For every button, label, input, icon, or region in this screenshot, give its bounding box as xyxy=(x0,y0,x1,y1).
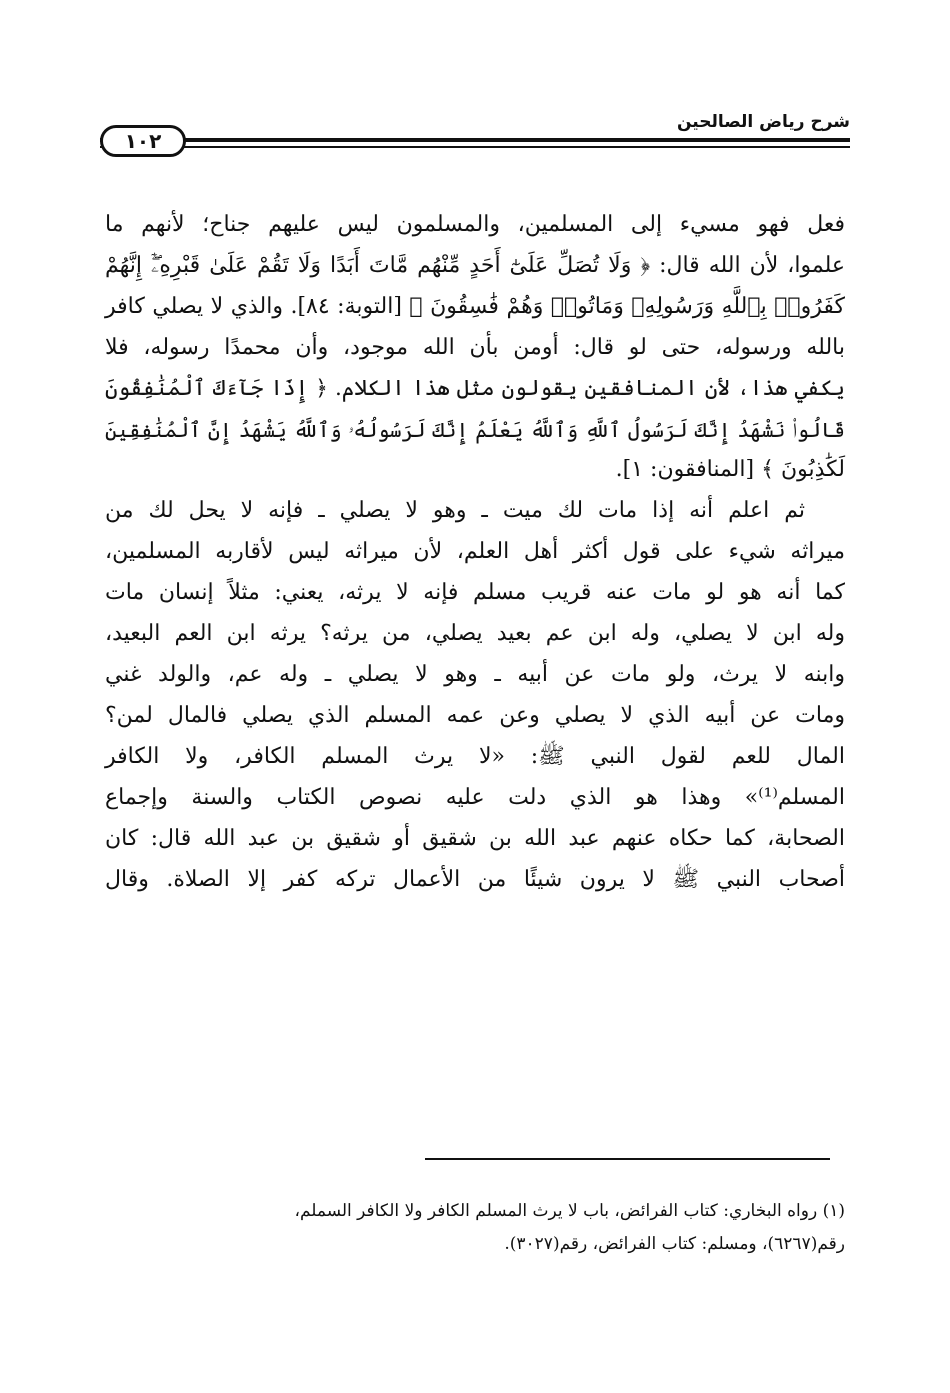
header-rule-thin xyxy=(100,146,850,148)
text-line: ومات عن أبيه الذي لا يصلي وعن عمه المسلم الذي يصلي فالمال لمن؟ xyxy=(105,702,845,728)
text-line: يكفي هذا، لأن المنافقين يقولون مثل هذا الكلام. ﴿ إِذَا جَآءَكَ ٱلْمُنَٰفِقُونَ xyxy=(105,375,845,401)
text-line: كَفَرُوا۟ بِٱللَّهِ وَرَسُولِهِۦ وَمَاتُوا۟ وَهُمْ فَٰسِقُونَ ﴾ [التوبة: ٨٤]. والذي لا يصلي كافر xyxy=(105,293,845,319)
text-line: ثم اعلم أنه إذا مات لك ميت ـ وهو لا يصلي ـ فإنه لا يحل لك من xyxy=(105,498,805,524)
text-line: وله ابن لا يصلي، وله ابن عم بعيد يصلي، من يرثه؟ يرثه ابن العم البعيد، xyxy=(105,621,845,647)
text-line: وابنه لا يرث، ولو مات عن أبيه ـ وهو لا يصلي ـ وله عم، والولد غني xyxy=(105,661,845,687)
text-line: أصحاب النبي ﷺ لا يرون شيئًا من الأعمال تركه كفر إلا الصلاة. وقال xyxy=(105,866,845,892)
footnote-line: رقم(٦٢٦٧)، ومسلم: كتاب الفرائض، رقم(٣٠٢٧). xyxy=(504,1234,845,1254)
text-line: كما أنه هو لو مات عنه قريب مسلم فإنه لا يرثه، يعني: مثلاً إنسان مات xyxy=(105,580,845,606)
text-line: بالله ورسوله، حتى لو قال: أومن بأن الله موجود، وأن محمدًا رسوله، فلا xyxy=(105,334,845,360)
text-line: المسلم⁽¹⁾» وهذا هو الذي دلت عليه نصوص الكتاب والسنة وإجماع xyxy=(105,784,845,810)
header-rule-thick xyxy=(100,138,850,142)
paragraph-2 xyxy=(105,491,845,900)
text-line: لَكَٰذِبُونَ ﴾ [المنافقون: ١]. xyxy=(615,457,845,483)
text-line: المال للعم لقول النبي ﷺ: «لا يرث المسلم الكافر، ولا الكافر xyxy=(105,743,845,769)
paragraph-1 xyxy=(105,205,845,491)
running-head-title: شرح رياض الصالحين xyxy=(676,112,850,132)
page-number-badge: ١٠٢ xyxy=(100,125,186,157)
footnote-line: (١) رواه البخاري: كتاب الفرائض، باب لا يرث المسلم الكافر ولا الكافر السملم، xyxy=(294,1201,845,1221)
text-line: ميراثه شيء على قول أكثر أهل العلم، لأن ميراثه ليس لأقاربه المسلمين، xyxy=(105,539,845,565)
footnote-separator xyxy=(425,1158,830,1160)
footnotes xyxy=(105,1195,845,1261)
text-line: علموا، لأن الله قال: ﴿ وَلَا تُصَلِّ عَلَىٰٓ أَحَدٍ مِّنْهُم مَّاتَ أَبَدًا وَلَا تَقُمْ عَلَىٰ قَبْرِهِۦٓۖ إِنَّهُمْ xyxy=(105,252,845,278)
text-line: فعل فهو مسيء إلى المسلمين، والمسلمون ليس عليهم جناح؛ لأنهم ما xyxy=(105,212,845,237)
text-line: قَالُوا۟ نَشْهَدُ إِنَّكَ لَرَسُولُ ٱللَّهِ وَٱللَّهُ يَعْلَمُ إِنَّكَ لَرَسُولُهُۥ وَٱللَّهُ يَشْهَدُ إِنَّ ٱلْمُنَٰفِقِينَ xyxy=(105,417,845,442)
main-text xyxy=(105,205,845,900)
text-line: الصحابة، كما حكاه عنهم عبد الله بن شقيق أو شقيق بن عبد الله قال: كان xyxy=(105,825,845,851)
page-header xyxy=(100,100,850,160)
